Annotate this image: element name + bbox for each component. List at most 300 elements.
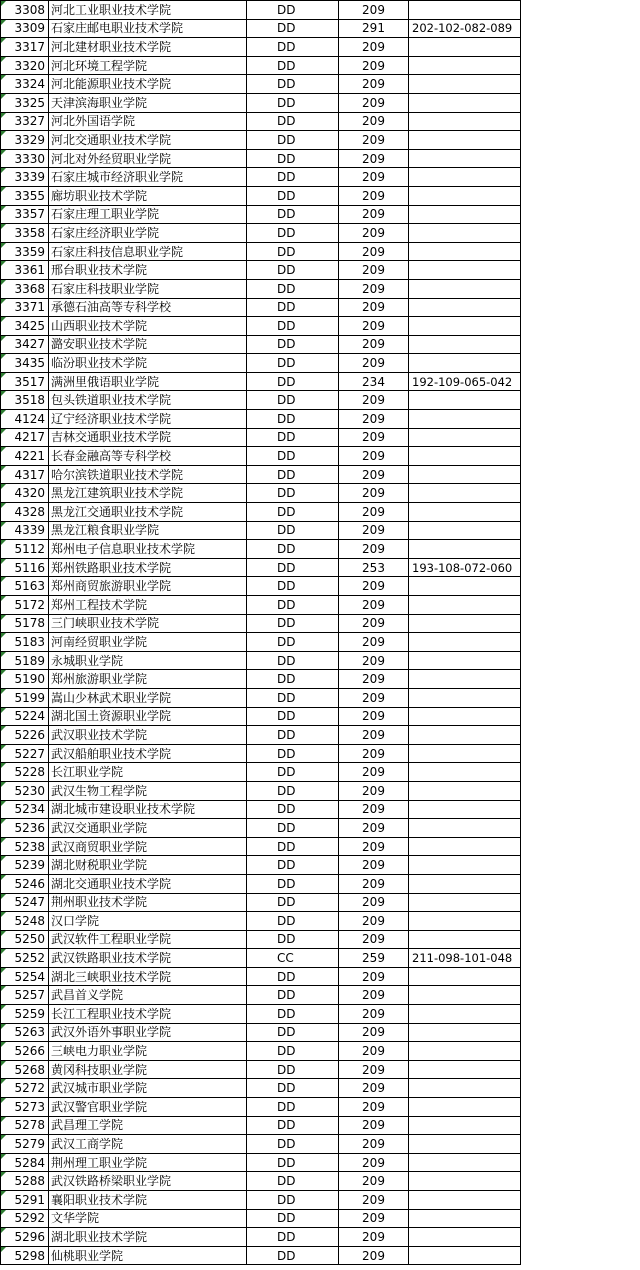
note-cell[interactable] <box>409 93 521 112</box>
level-cell[interactable]: DD <box>247 503 339 522</box>
school-code-cell[interactable]: 4124 <box>1 410 49 429</box>
school-name-cell[interactable]: 文华学院 <box>49 1209 247 1228</box>
school-name-cell[interactable]: 天津滨海职业学院 <box>49 93 247 112</box>
school-name-cell[interactable]: 武汉铁路桥梁职业学院 <box>49 1172 247 1191</box>
school-name-cell[interactable]: 河北对外经贸职业学院 <box>49 149 247 168</box>
score-cell[interactable]: 253 <box>339 558 409 577</box>
level-cell[interactable]: DD <box>247 688 339 707</box>
score-cell[interactable]: 291 <box>339 19 409 38</box>
school-code-cell[interactable]: 5246 <box>1 874 49 893</box>
school-name-cell[interactable]: 三门峡职业技术学院 <box>49 614 247 633</box>
level-cell[interactable]: DD <box>247 1098 339 1117</box>
school-name-cell[interactable]: 郑州商贸旅游职业学院 <box>49 577 247 596</box>
school-name-cell[interactable]: 长江工程职业技术学院 <box>49 1005 247 1024</box>
note-cell[interactable] <box>409 874 521 893</box>
school-code-cell[interactable]: 3309 <box>1 19 49 38</box>
school-code-cell[interactable]: 5284 <box>1 1153 49 1172</box>
school-name-cell[interactable]: 武汉软件工程职业学院 <box>49 930 247 949</box>
note-cell[interactable] <box>409 521 521 540</box>
school-code-cell[interactable]: 5263 <box>1 1023 49 1042</box>
score-cell[interactable]: 209 <box>339 1023 409 1042</box>
note-cell[interactable] <box>409 1 521 20</box>
school-name-cell[interactable]: 武汉城市职业学院 <box>49 1079 247 1098</box>
school-code-cell[interactable]: 3327 <box>1 112 49 131</box>
school-name-cell[interactable]: 黑龙江交通职业技术学院 <box>49 503 247 522</box>
score-cell[interactable]: 209 <box>339 242 409 261</box>
score-cell[interactable]: 209 <box>339 1079 409 1098</box>
score-cell[interactable]: 209 <box>339 577 409 596</box>
school-code-cell[interactable]: 3330 <box>1 149 49 168</box>
score-cell[interactable]: 259 <box>339 949 409 968</box>
level-cell[interactable]: DD <box>247 1228 339 1247</box>
level-cell[interactable]: DD <box>247 38 339 57</box>
level-cell[interactable]: DD <box>247 670 339 689</box>
school-code-cell[interactable]: 5278 <box>1 1116 49 1135</box>
score-cell[interactable]: 209 <box>339 447 409 466</box>
school-name-cell[interactable]: 河北工业职业技术学院 <box>49 1 247 20</box>
school-name-cell[interactable]: 满洲里俄语职业学院 <box>49 372 247 391</box>
level-cell[interactable]: DD <box>247 744 339 763</box>
school-name-cell[interactable]: 河北建材职业技术学院 <box>49 38 247 57</box>
level-cell[interactable]: DD <box>247 1246 339 1265</box>
score-cell[interactable]: 209 <box>339 800 409 819</box>
school-name-cell[interactable]: 武汉交通职业学院 <box>49 819 247 838</box>
level-cell[interactable]: DD <box>247 279 339 298</box>
note-cell[interactable] <box>409 670 521 689</box>
school-code-cell[interactable]: 5238 <box>1 837 49 856</box>
school-name-cell[interactable]: 武汉工商学院 <box>49 1135 247 1154</box>
school-name-cell[interactable]: 武汉铁路职业技术学院 <box>49 949 247 968</box>
school-name-cell[interactable]: 临汾职业技术学院 <box>49 354 247 373</box>
level-cell[interactable]: DD <box>247 800 339 819</box>
level-cell[interactable]: DD <box>247 1023 339 1042</box>
note-cell[interactable] <box>409 912 521 931</box>
score-cell[interactable]: 209 <box>339 874 409 893</box>
note-cell[interactable] <box>409 707 521 726</box>
level-cell[interactable]: DD <box>247 224 339 243</box>
score-cell[interactable]: 209 <box>339 186 409 205</box>
level-cell[interactable]: DD <box>247 112 339 131</box>
school-code-cell[interactable]: 4328 <box>1 503 49 522</box>
level-cell[interactable]: DD <box>247 168 339 187</box>
school-code-cell[interactable]: 3357 <box>1 205 49 224</box>
school-code-cell[interactable]: 3361 <box>1 261 49 280</box>
score-cell[interactable]: 209 <box>339 503 409 522</box>
school-name-cell[interactable]: 湖北城市建设职业技术学院 <box>49 800 247 819</box>
note-cell[interactable] <box>409 410 521 429</box>
school-name-cell[interactable]: 河南经贸职业学院 <box>49 633 247 652</box>
note-cell[interactable]: 192-109-065-042 <box>409 372 521 391</box>
school-name-cell[interactable]: 石家庄城市经济职业学院 <box>49 168 247 187</box>
score-cell[interactable]: 209 <box>339 1042 409 1061</box>
school-code-cell[interactable]: 4217 <box>1 428 49 447</box>
note-cell[interactable] <box>409 967 521 986</box>
level-cell[interactable]: DD <box>247 912 339 931</box>
school-name-cell[interactable]: 武汉警官职业学院 <box>49 1098 247 1117</box>
note-cell[interactable] <box>409 577 521 596</box>
school-code-cell[interactable]: 3324 <box>1 75 49 94</box>
school-code-cell[interactable]: 5116 <box>1 558 49 577</box>
score-cell[interactable]: 209 <box>339 521 409 540</box>
score-cell[interactable]: 209 <box>339 1191 409 1210</box>
school-name-cell[interactable]: 仙桃职业学院 <box>49 1246 247 1265</box>
school-code-cell[interactable]: 3517 <box>1 372 49 391</box>
score-cell[interactable]: 209 <box>339 279 409 298</box>
school-name-cell[interactable]: 武汉生物工程学院 <box>49 781 247 800</box>
note-cell[interactable] <box>409 781 521 800</box>
note-cell[interactable] <box>409 837 521 856</box>
school-name-cell[interactable]: 长江职业学院 <box>49 763 247 782</box>
note-cell[interactable] <box>409 893 521 912</box>
note-cell[interactable] <box>409 1191 521 1210</box>
school-name-cell[interactable]: 襄阳职业技术学院 <box>49 1191 247 1210</box>
level-cell[interactable]: DD <box>247 372 339 391</box>
school-code-cell[interactable]: 5234 <box>1 800 49 819</box>
school-code-cell[interactable]: 5279 <box>1 1135 49 1154</box>
school-code-cell[interactable]: 3317 <box>1 38 49 57</box>
note-cell[interactable] <box>409 317 521 336</box>
level-cell[interactable]: DD <box>247 298 339 317</box>
score-cell[interactable]: 209 <box>339 1135 409 1154</box>
note-cell[interactable] <box>409 1246 521 1265</box>
score-cell[interactable]: 209 <box>339 484 409 503</box>
level-cell[interactable]: DD <box>247 763 339 782</box>
note-cell[interactable] <box>409 688 521 707</box>
note-cell[interactable] <box>409 1060 521 1079</box>
school-name-cell[interactable]: 长春金融高等专科学校 <box>49 447 247 466</box>
score-cell[interactable]: 209 <box>339 131 409 150</box>
score-cell[interactable]: 209 <box>339 819 409 838</box>
school-name-cell[interactable]: 潞安职业技术学院 <box>49 335 247 354</box>
score-cell[interactable]: 209 <box>339 688 409 707</box>
score-cell[interactable]: 209 <box>339 298 409 317</box>
score-cell[interactable]: 209 <box>339 967 409 986</box>
score-cell[interactable]: 234 <box>339 372 409 391</box>
note-cell[interactable] <box>409 447 521 466</box>
school-code-cell[interactable]: 4317 <box>1 465 49 484</box>
score-cell[interactable]: 209 <box>339 317 409 336</box>
school-code-cell[interactable]: 5248 <box>1 912 49 931</box>
note-cell[interactable] <box>409 391 521 410</box>
score-cell[interactable]: 209 <box>339 1 409 20</box>
note-cell[interactable] <box>409 540 521 559</box>
school-name-cell[interactable]: 吉林交通职业技术学院 <box>49 428 247 447</box>
school-name-cell[interactable]: 三峡电力职业学院 <box>49 1042 247 1061</box>
note-cell[interactable] <box>409 726 521 745</box>
score-cell[interactable]: 209 <box>339 428 409 447</box>
score-cell[interactable]: 209 <box>339 56 409 75</box>
school-name-cell[interactable]: 黑龙江粮食职业学院 <box>49 521 247 540</box>
school-name-cell[interactable]: 黄冈科技职业学院 <box>49 1060 247 1079</box>
note-cell[interactable] <box>409 298 521 317</box>
level-cell[interactable]: DD <box>247 614 339 633</box>
school-code-cell[interactable]: 3325 <box>1 93 49 112</box>
school-code-cell[interactable]: 5273 <box>1 1098 49 1117</box>
note-cell[interactable] <box>409 205 521 224</box>
note-cell[interactable] <box>409 484 521 503</box>
score-cell[interactable]: 209 <box>339 224 409 243</box>
score-cell[interactable]: 209 <box>339 149 409 168</box>
note-cell[interactable] <box>409 1005 521 1024</box>
school-code-cell[interactable]: 5227 <box>1 744 49 763</box>
school-code-cell[interactable]: 5230 <box>1 781 49 800</box>
score-cell[interactable]: 209 <box>339 410 409 429</box>
school-code-cell[interactable]: 3518 <box>1 391 49 410</box>
level-cell[interactable]: DD <box>247 1209 339 1228</box>
level-cell[interactable]: DD <box>247 465 339 484</box>
score-cell[interactable]: 209 <box>339 707 409 726</box>
school-name-cell[interactable]: 石家庄科技职业学院 <box>49 279 247 298</box>
score-cell[interactable]: 209 <box>339 726 409 745</box>
school-code-cell[interactable]: 3427 <box>1 335 49 354</box>
note-cell[interactable] <box>409 465 521 484</box>
school-code-cell[interactable]: 5199 <box>1 688 49 707</box>
score-cell[interactable]: 209 <box>339 1246 409 1265</box>
level-cell[interactable]: DD <box>247 837 339 856</box>
note-cell[interactable] <box>409 1023 521 1042</box>
level-cell[interactable]: DD <box>247 317 339 336</box>
school-code-cell[interactable]: 5247 <box>1 893 49 912</box>
school-code-cell[interactable]: 5189 <box>1 651 49 670</box>
school-code-cell[interactable]: 5298 <box>1 1246 49 1265</box>
school-name-cell[interactable]: 荆州理工职业学院 <box>49 1153 247 1172</box>
level-cell[interactable]: DD <box>247 1005 339 1024</box>
school-name-cell[interactable]: 河北环境工程学院 <box>49 56 247 75</box>
level-cell[interactable]: DD <box>247 335 339 354</box>
note-cell[interactable] <box>409 168 521 187</box>
level-cell[interactable]: DD <box>247 242 339 261</box>
level-cell[interactable]: DD <box>247 726 339 745</box>
note-cell[interactable] <box>409 800 521 819</box>
level-cell[interactable]: DD <box>247 781 339 800</box>
note-cell[interactable]: 211-098-101-048 <box>409 949 521 968</box>
school-name-cell[interactable]: 郑州铁路职业技术学院 <box>49 558 247 577</box>
school-name-cell[interactable]: 武汉船舶职业技术学院 <box>49 744 247 763</box>
school-name-cell[interactable]: 永城职业学院 <box>49 651 247 670</box>
note-cell[interactable] <box>409 633 521 652</box>
note-cell[interactable] <box>409 38 521 57</box>
school-name-cell[interactable]: 郑州旅游职业学院 <box>49 670 247 689</box>
level-cell[interactable]: DD <box>247 75 339 94</box>
note-cell[interactable] <box>409 651 521 670</box>
score-cell[interactable]: 209 <box>339 1005 409 1024</box>
level-cell[interactable]: DD <box>247 856 339 875</box>
score-cell[interactable]: 209 <box>339 763 409 782</box>
school-code-cell[interactable]: 3359 <box>1 242 49 261</box>
note-cell[interactable] <box>409 1042 521 1061</box>
score-cell[interactable]: 209 <box>339 1098 409 1117</box>
note-cell[interactable] <box>409 149 521 168</box>
score-cell[interactable]: 209 <box>339 651 409 670</box>
note-cell[interactable] <box>409 1079 521 1098</box>
level-cell[interactable]: CC <box>247 949 339 968</box>
level-cell[interactable]: DD <box>247 986 339 1005</box>
level-cell[interactable]: DD <box>247 596 339 615</box>
level-cell[interactable]: DD <box>247 186 339 205</box>
school-code-cell[interactable]: 5112 <box>1 540 49 559</box>
note-cell[interactable] <box>409 596 521 615</box>
school-code-cell[interactable]: 4320 <box>1 484 49 503</box>
level-cell[interactable]: DD <box>247 633 339 652</box>
school-name-cell[interactable]: 廊坊职业技术学院 <box>49 186 247 205</box>
score-cell[interactable]: 209 <box>339 112 409 131</box>
school-name-cell[interactable]: 武昌理工学院 <box>49 1116 247 1135</box>
school-name-cell[interactable]: 辽宁经济职业技术学院 <box>49 410 247 429</box>
level-cell[interactable]: DD <box>247 131 339 150</box>
note-cell[interactable] <box>409 261 521 280</box>
school-code-cell[interactable]: 5257 <box>1 986 49 1005</box>
score-cell[interactable]: 209 <box>339 38 409 57</box>
note-cell[interactable] <box>409 56 521 75</box>
level-cell[interactable]: DD <box>247 707 339 726</box>
level-cell[interactable]: DD <box>247 651 339 670</box>
school-name-cell[interactable]: 河北外国语学院 <box>49 112 247 131</box>
school-name-cell[interactable]: 郑州工程技术学院 <box>49 596 247 615</box>
school-code-cell[interactable]: 3425 <box>1 317 49 336</box>
school-name-cell[interactable]: 武汉商贸职业学院 <box>49 837 247 856</box>
school-name-cell[interactable]: 郑州电子信息职业技术学院 <box>49 540 247 559</box>
school-code-cell[interactable]: 4339 <box>1 521 49 540</box>
level-cell[interactable]: DD <box>247 893 339 912</box>
school-name-cell[interactable]: 石家庄经济职业学院 <box>49 224 247 243</box>
note-cell[interactable] <box>409 1153 521 1172</box>
school-code-cell[interactable]: 3308 <box>1 1 49 20</box>
school-name-cell[interactable]: 汉口学院 <box>49 912 247 931</box>
score-cell[interactable]: 209 <box>339 75 409 94</box>
level-cell[interactable]: DD <box>247 354 339 373</box>
school-name-cell[interactable]: 湖北财税职业学院 <box>49 856 247 875</box>
school-code-cell[interactable]: 4221 <box>1 447 49 466</box>
level-cell[interactable]: DD <box>247 1135 339 1154</box>
school-name-cell[interactable]: 哈尔滨铁道职业技术学院 <box>49 465 247 484</box>
score-cell[interactable]: 209 <box>339 856 409 875</box>
school-code-cell[interactable]: 5259 <box>1 1005 49 1024</box>
school-code-cell[interactable]: 5236 <box>1 819 49 838</box>
school-code-cell[interactable]: 5183 <box>1 633 49 652</box>
level-cell[interactable]: DD <box>247 19 339 38</box>
school-code-cell[interactable]: 5266 <box>1 1042 49 1061</box>
level-cell[interactable]: DD <box>247 93 339 112</box>
school-name-cell[interactable]: 湖北三峡职业技术学院 <box>49 967 247 986</box>
note-cell[interactable] <box>409 1172 521 1191</box>
school-name-cell[interactable]: 荆州职业技术学院 <box>49 893 247 912</box>
school-name-cell[interactable]: 湖北国土资源职业学院 <box>49 707 247 726</box>
note-cell[interactable] <box>409 819 521 838</box>
note-cell[interactable] <box>409 1116 521 1135</box>
score-cell[interactable]: 209 <box>339 837 409 856</box>
score-cell[interactable]: 209 <box>339 465 409 484</box>
note-cell[interactable] <box>409 1228 521 1247</box>
school-code-cell[interactable]: 5172 <box>1 596 49 615</box>
school-code-cell[interactable]: 3329 <box>1 131 49 150</box>
score-cell[interactable]: 209 <box>339 391 409 410</box>
school-name-cell[interactable]: 河北交通职业技术学院 <box>49 131 247 150</box>
score-cell[interactable]: 209 <box>339 1209 409 1228</box>
level-cell[interactable]: DD <box>247 261 339 280</box>
level-cell[interactable]: DD <box>247 1042 339 1061</box>
score-cell[interactable]: 209 <box>339 168 409 187</box>
school-name-cell[interactable]: 山西职业技术学院 <box>49 317 247 336</box>
level-cell[interactable]: DD <box>247 967 339 986</box>
score-cell[interactable]: 209 <box>339 670 409 689</box>
score-cell[interactable]: 209 <box>339 781 409 800</box>
level-cell[interactable]: DD <box>247 56 339 75</box>
note-cell[interactable] <box>409 131 521 150</box>
school-code-cell[interactable]: 3435 <box>1 354 49 373</box>
school-name-cell[interactable]: 承德石油高等专科学校 <box>49 298 247 317</box>
level-cell[interactable]: DD <box>247 149 339 168</box>
level-cell[interactable]: DD <box>247 577 339 596</box>
school-code-cell[interactable]: 5178 <box>1 614 49 633</box>
level-cell[interactable]: DD <box>247 558 339 577</box>
level-cell[interactable]: DD <box>247 874 339 893</box>
score-cell[interactable]: 209 <box>339 614 409 633</box>
school-name-cell[interactable]: 邢台职业技术学院 <box>49 261 247 280</box>
note-cell[interactable] <box>409 930 521 949</box>
school-code-cell[interactable]: 5272 <box>1 1079 49 1098</box>
school-code-cell[interactable]: 5296 <box>1 1228 49 1247</box>
level-cell[interactable]: DD <box>247 484 339 503</box>
score-cell[interactable]: 209 <box>339 744 409 763</box>
school-name-cell[interactable]: 武汉职业技术学院 <box>49 726 247 745</box>
level-cell[interactable]: DD <box>247 1172 339 1191</box>
school-code-cell[interactable]: 5250 <box>1 930 49 949</box>
school-name-cell[interactable]: 河北能源职业技术学院 <box>49 75 247 94</box>
score-cell[interactable]: 209 <box>339 354 409 373</box>
score-cell[interactable]: 209 <box>339 540 409 559</box>
note-cell[interactable] <box>409 986 521 1005</box>
note-cell[interactable] <box>409 1135 521 1154</box>
note-cell[interactable] <box>409 614 521 633</box>
note-cell[interactable]: 202-102-082-089 <box>409 19 521 38</box>
school-name-cell[interactable]: 石家庄理工职业学院 <box>49 205 247 224</box>
level-cell[interactable]: DD <box>247 205 339 224</box>
score-cell[interactable]: 209 <box>339 633 409 652</box>
level-cell[interactable]: DD <box>247 1153 339 1172</box>
level-cell[interactable]: DD <box>247 1116 339 1135</box>
school-name-cell[interactable]: 武汉外语外事职业学院 <box>49 1023 247 1042</box>
school-name-cell[interactable]: 黑龙江建筑职业技术学院 <box>49 484 247 503</box>
note-cell[interactable] <box>409 856 521 875</box>
level-cell[interactable]: DD <box>247 819 339 838</box>
school-code-cell[interactable]: 3339 <box>1 168 49 187</box>
score-cell[interactable]: 209 <box>339 1116 409 1135</box>
level-cell[interactable]: DD <box>247 391 339 410</box>
score-cell[interactable]: 209 <box>339 1153 409 1172</box>
level-cell[interactable]: DD <box>247 1 339 20</box>
note-cell[interactable] <box>409 75 521 94</box>
score-cell[interactable]: 209 <box>339 261 409 280</box>
school-code-cell[interactable]: 5228 <box>1 763 49 782</box>
school-code-cell[interactable]: 3355 <box>1 186 49 205</box>
note-cell[interactable] <box>409 354 521 373</box>
school-code-cell[interactable]: 5226 <box>1 726 49 745</box>
school-code-cell[interactable]: 3320 <box>1 56 49 75</box>
score-cell[interactable]: 209 <box>339 335 409 354</box>
score-cell[interactable]: 209 <box>339 930 409 949</box>
score-cell[interactable]: 209 <box>339 1060 409 1079</box>
school-code-cell[interactable]: 3371 <box>1 298 49 317</box>
school-name-cell[interactable]: 包头铁道职业技术学院 <box>49 391 247 410</box>
level-cell[interactable]: DD <box>247 410 339 429</box>
level-cell[interactable]: DD <box>247 521 339 540</box>
level-cell[interactable]: DD <box>247 1191 339 1210</box>
score-cell[interactable]: 209 <box>339 912 409 931</box>
note-cell[interactable] <box>409 1209 521 1228</box>
school-code-cell[interactable]: 5268 <box>1 1060 49 1079</box>
school-code-cell[interactable]: 3358 <box>1 224 49 243</box>
score-cell[interactable]: 209 <box>339 205 409 224</box>
